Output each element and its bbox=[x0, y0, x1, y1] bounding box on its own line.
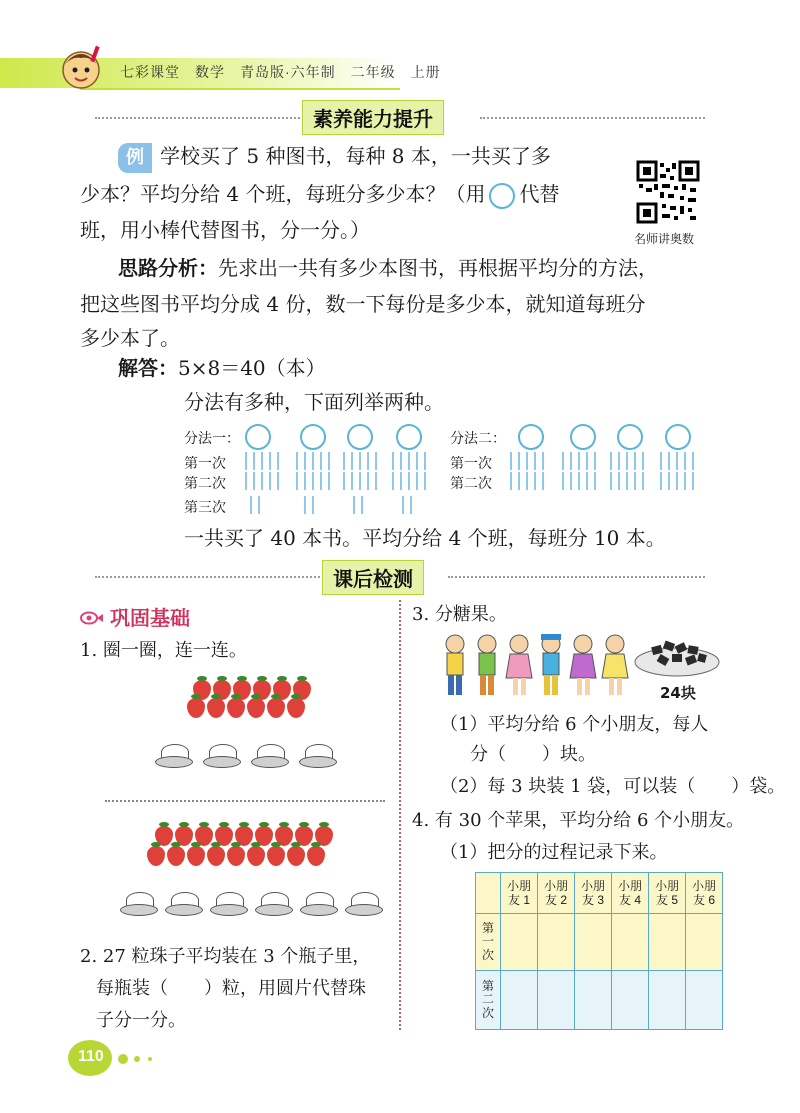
sticks-icon bbox=[343, 452, 379, 470]
question-3-2: （2）每 3 块装 1 袋，可以装（ ）袋。 bbox=[440, 776, 786, 797]
round2-label: 第二次 bbox=[184, 475, 226, 491]
table-cell[interactable] bbox=[501, 971, 538, 1030]
table-cell[interactable] bbox=[575, 914, 612, 971]
table-cell[interactable] bbox=[686, 914, 723, 971]
class-circle-icon bbox=[245, 424, 271, 450]
sticks-icon bbox=[660, 452, 700, 470]
table-cell[interactable] bbox=[649, 914, 686, 971]
class-circle-icon bbox=[570, 424, 596, 450]
class-circle-icon bbox=[665, 424, 691, 450]
section-title-competence: 素养能力提升 bbox=[302, 100, 444, 135]
qr-code-icon[interactable] bbox=[636, 160, 700, 224]
record-table bbox=[475, 872, 723, 1030]
sticks-icon bbox=[343, 472, 379, 490]
table-cell[interactable] bbox=[501, 914, 538, 971]
column-divider bbox=[399, 600, 401, 1030]
strawberry-group-1 bbox=[185, 674, 325, 720]
question-3-1-line2: 分（ ）块。 bbox=[470, 744, 596, 765]
divider-dotted bbox=[105, 800, 385, 802]
table-cell[interactable] bbox=[538, 914, 575, 971]
sticks-icon bbox=[610, 452, 650, 470]
class-circle-icon bbox=[347, 424, 373, 450]
table-header: 小朋友 4 bbox=[612, 873, 649, 914]
page-number-badge bbox=[68, 1040, 112, 1076]
section-title-homework: 课后检测 bbox=[322, 560, 424, 595]
sticks-icon bbox=[250, 496, 262, 514]
table-cell[interactable] bbox=[686, 971, 723, 1030]
round1-label: 第一次 bbox=[450, 455, 492, 471]
sticks-icon bbox=[610, 472, 650, 490]
answer-line1: 解答：5×8＝40（本） bbox=[118, 356, 326, 380]
eye-icon bbox=[80, 610, 104, 624]
sticks-icon bbox=[660, 472, 700, 490]
table-header: 小朋友 5 bbox=[649, 873, 686, 914]
conclusion: 一共买了 40 本书。平均分给 4 个班，每班分 10 本。 bbox=[184, 526, 666, 550]
mascot-icon bbox=[55, 42, 107, 94]
children-illustration bbox=[440, 632, 630, 700]
question-1: 1. 圈一圈，连一连。 bbox=[80, 640, 247, 661]
question-4-1: （1）把分的过程记录下来。 bbox=[440, 842, 668, 863]
class-circle-icon bbox=[396, 424, 422, 450]
round3-label: 第三次 bbox=[184, 499, 226, 515]
table-cell[interactable] bbox=[612, 914, 649, 971]
table-corner bbox=[476, 873, 501, 914]
class-circle-icon bbox=[518, 424, 544, 450]
sticks-icon bbox=[245, 452, 281, 470]
sticks-icon bbox=[296, 472, 332, 490]
page-number: 110 bbox=[78, 1048, 104, 1065]
table-cell[interactable] bbox=[649, 971, 686, 1030]
table-row-header: 第一次 bbox=[476, 914, 501, 971]
circle-icon bbox=[489, 183, 515, 209]
sticks-icon bbox=[392, 472, 428, 490]
divider-dotted bbox=[480, 117, 705, 119]
table-row-header: 第二次 bbox=[476, 971, 501, 1030]
basket-group-1 bbox=[155, 744, 355, 774]
analysis-label: 思路分析： bbox=[118, 256, 218, 280]
example-badge: 例 bbox=[118, 143, 152, 173]
divider-dotted bbox=[95, 117, 300, 119]
table-header: 小朋友 1 bbox=[501, 873, 538, 914]
sticks-icon bbox=[562, 472, 602, 490]
answer-label: 解答： bbox=[118, 356, 178, 380]
round2-label: 第二次 bbox=[450, 475, 492, 491]
table-cell[interactable] bbox=[612, 971, 649, 1030]
strawberry-group-2 bbox=[145, 826, 345, 872]
table-cell[interactable] bbox=[575, 971, 612, 1030]
class-circle-icon bbox=[300, 424, 326, 450]
sticks-icon bbox=[245, 472, 281, 490]
sticks-icon bbox=[562, 452, 602, 470]
candy-plate-icon bbox=[634, 636, 720, 678]
question-2-line1: 2. 27 粒珠子平均装在 3 个瓶子里， bbox=[80, 946, 371, 967]
subsection-title: 巩固基础 bbox=[110, 606, 190, 630]
dot-icon bbox=[134, 1056, 140, 1062]
table-cell[interactable] bbox=[538, 971, 575, 1030]
table-header: 小朋友 6 bbox=[686, 873, 723, 914]
example-line1: 例 学校买了 5 种图书，每种 8 本，一共买了多 bbox=[118, 140, 551, 173]
round1-label: 第一次 bbox=[184, 455, 226, 471]
method1-label: 分法一： bbox=[184, 430, 240, 446]
divider-dotted bbox=[95, 576, 320, 578]
question-2-line2: 每瓶装（ ）粒，用圆片代替珠 bbox=[96, 978, 366, 999]
method2-label: 分法二： bbox=[450, 430, 506, 446]
question-3-1-line1: （1）平均分给 6 个小朋友，每人 bbox=[440, 714, 709, 735]
divider-dotted bbox=[448, 576, 705, 578]
answer-line2: 分法有多种，下面列举两种。 bbox=[184, 390, 444, 414]
header-rule bbox=[80, 88, 400, 90]
analysis-line2: 把这些图书平均分成 4 份，数一下每份是多少本，就知道每班分 bbox=[80, 292, 646, 316]
dot-icon bbox=[118, 1054, 128, 1064]
sticks-icon bbox=[304, 496, 316, 514]
table-header: 小朋友 3 bbox=[575, 873, 612, 914]
basket-group-2 bbox=[120, 892, 390, 922]
sticks-icon bbox=[402, 496, 414, 514]
example-line3: 班，用小棒代替图书，分一分。） bbox=[80, 218, 370, 242]
sticks-icon bbox=[353, 496, 365, 514]
qr-caption: 名师讲奥数 bbox=[634, 232, 695, 246]
dot-icon bbox=[148, 1057, 152, 1061]
analysis-line1: 思路分析：先求出一共有多少本图书，再根据平均分的方法， bbox=[118, 256, 658, 280]
table-header: 小朋友 2 bbox=[538, 873, 575, 914]
analysis-line3: 多少本了。 bbox=[80, 326, 180, 350]
question-2-line3: 子分一分。 bbox=[96, 1010, 186, 1031]
class-circle-icon bbox=[617, 424, 643, 450]
example-line2: 少本？平均分给 4 个班，每班分多少本？（用 代替 bbox=[80, 178, 559, 211]
header-text: 七彩课堂 数学 青岛版·六年制 二年级 上册 bbox=[120, 64, 441, 80]
question-3: 3. 分糖果。 bbox=[412, 604, 507, 625]
sticks-icon bbox=[510, 452, 550, 470]
sticks-icon bbox=[510, 472, 550, 490]
sticks-icon bbox=[392, 452, 428, 470]
sticks-icon bbox=[296, 452, 332, 470]
candy-count-label: 24块 bbox=[660, 684, 696, 702]
question-4: 4. 有 30 个苹果，平均分给 6 个小朋友。 bbox=[412, 810, 745, 831]
